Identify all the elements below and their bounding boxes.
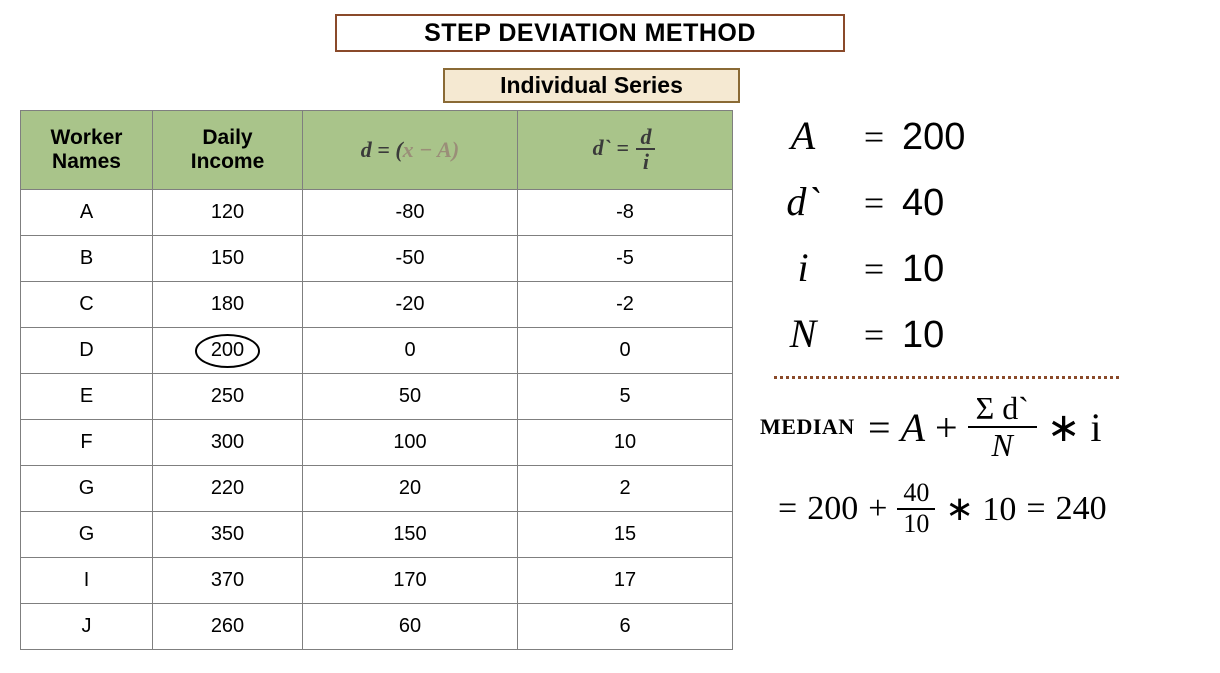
result-fraction <box>897 479 935 538</box>
median-result-row <box>778 479 1210 538</box>
median-label: MEDIAN <box>760 414 855 440</box>
data-table-container <box>20 110 732 650</box>
cell-daily-income: 180 <box>153 282 303 328</box>
cell-deviation: 50 <box>303 374 518 420</box>
value-symbol-N: N <box>789 311 817 356</box>
cell-step-deviation: -8 <box>518 190 733 236</box>
column-header-daily-income <box>153 111 303 190</box>
cell-deviation: 20 <box>303 466 518 512</box>
cell-worker-name: I <box>21 558 153 604</box>
column-header-deviation <box>303 111 518 190</box>
cell-step-deviation: -5 <box>518 236 733 282</box>
assumed-mean-highlight: 200 <box>195 336 260 365</box>
cell-step-deviation: 6 <box>518 604 733 650</box>
table-header-row <box>21 111 733 190</box>
deviation-close: ) <box>451 136 460 162</box>
value-row-i <box>760 244 1210 300</box>
cell-worker-name: E <box>21 374 153 420</box>
daily-income-line2: Income <box>190 150 265 173</box>
cell-deviation: 170 <box>303 558 518 604</box>
table-row <box>21 558 733 604</box>
value-number-N: 10 <box>902 314 945 356</box>
value-row-dprime <box>760 178 1210 234</box>
table-body <box>21 190 733 650</box>
result-denominator: 10 <box>903 508 930 538</box>
result-numerator: 40 <box>897 479 935 510</box>
value-equals-i: = <box>863 249 885 289</box>
cell-deviation: 150 <box>303 512 518 558</box>
page-title-text: STEP DEVIATION METHOD <box>424 18 756 47</box>
cell-deviation: -20 <box>303 282 518 328</box>
deviation-body: x − A <box>402 136 452 162</box>
median-times-i: ∗ i <box>1046 404 1102 450</box>
value-row-N <box>760 310 1210 366</box>
median-formula-row <box>760 391 1210 463</box>
step-deviation-numerator: d <box>636 125 655 150</box>
cell-daily-income: 250 <box>153 374 303 420</box>
median-a-term: A <box>900 404 925 450</box>
value-equals-dprime: = <box>863 183 885 223</box>
cell-daily-income: 120 <box>153 190 303 236</box>
median-numerator: Σ d` <box>968 391 1037 428</box>
result-value: 240 <box>1055 489 1107 527</box>
cell-worker-name: G <box>21 512 153 558</box>
table-row <box>21 282 733 328</box>
value-symbol-A: A <box>790 113 816 158</box>
deviation-equals: = ( <box>371 136 403 162</box>
value-symbol-i: i <box>797 245 809 290</box>
page-subtitle <box>443 68 740 103</box>
cell-worker-name: F <box>21 420 153 466</box>
value-row-A <box>760 112 1210 168</box>
cell-step-deviation: 10 <box>518 420 733 466</box>
median-denominator: N <box>991 427 1013 464</box>
value-symbol-dprime: d` <box>786 179 820 224</box>
value-number-dprime: 40 <box>902 182 945 224</box>
table-row <box>21 604 733 650</box>
cell-deviation: 100 <box>303 420 518 466</box>
step-deviation-table <box>20 110 733 650</box>
column-header-step-deviation <box>518 111 733 190</box>
section-divider <box>774 376 1119 379</box>
page-title <box>335 14 845 52</box>
result-times: ∗ 10 <box>945 490 1017 528</box>
table-row <box>21 328 733 374</box>
median-equals: = <box>868 404 891 450</box>
result-plus: + <box>868 489 888 527</box>
cell-daily-income <box>153 328 303 374</box>
cell-daily-income: 350 <box>153 512 303 558</box>
step-deviation-denominator: i <box>642 149 649 174</box>
cell-step-deviation: 17 <box>518 558 733 604</box>
cell-deviation: -80 <box>303 190 518 236</box>
calculation-panel <box>760 112 1210 539</box>
step-deviation-symbol: d` <box>592 135 611 161</box>
value-equals-N: = <box>863 315 885 355</box>
table-row <box>21 466 733 512</box>
median-plus: + <box>935 404 958 450</box>
worker-names-line1: Worker <box>50 125 123 149</box>
table-row <box>21 236 733 282</box>
cell-deviation: 60 <box>303 604 518 650</box>
deviation-symbol: d <box>360 136 372 162</box>
result-equals-2: = <box>1026 489 1046 527</box>
cell-step-deviation: 5 <box>518 374 733 420</box>
cell-step-deviation: 0 <box>518 328 733 374</box>
result-a-value: 200 <box>807 489 859 527</box>
table-row <box>21 374 733 420</box>
cell-deviation: -50 <box>303 236 518 282</box>
page-subtitle-text: Individual Series <box>500 72 683 98</box>
table-header <box>21 111 733 190</box>
value-equals-A: = <box>863 117 885 157</box>
table-row <box>21 420 733 466</box>
cell-worker-name: D <box>21 328 153 374</box>
cell-daily-income: 150 <box>153 236 303 282</box>
cell-daily-income: 300 <box>153 420 303 466</box>
table-row <box>21 512 733 558</box>
value-number-i: 10 <box>902 248 945 290</box>
step-deviation-equals: = <box>610 135 635 161</box>
table-row <box>21 190 733 236</box>
deviation-formula <box>361 137 459 162</box>
result-equals: = <box>778 489 798 527</box>
cell-worker-name: B <box>21 236 153 282</box>
cell-step-deviation: 15 <box>518 512 733 558</box>
cell-worker-name: G <box>21 466 153 512</box>
cell-daily-income: 260 <box>153 604 303 650</box>
worker-names-line2: Names <box>52 150 121 173</box>
cell-worker-name: C <box>21 282 153 328</box>
cell-step-deviation: 2 <box>518 466 733 512</box>
cell-deviation: 0 <box>303 328 518 374</box>
column-header-worker-names <box>21 111 153 190</box>
median-fraction <box>968 391 1037 463</box>
cell-daily-income: 220 <box>153 466 303 512</box>
cell-worker-name: J <box>21 604 153 650</box>
daily-income-line1: Daily <box>202 125 253 149</box>
step-deviation-formula <box>592 123 658 174</box>
cell-step-deviation: -2 <box>518 282 733 328</box>
median-formula <box>868 391 1101 463</box>
cell-worker-name: A <box>21 190 153 236</box>
value-number-A: 200 <box>902 116 966 158</box>
step-deviation-fraction <box>636 125 655 173</box>
cell-daily-income: 370 <box>153 558 303 604</box>
